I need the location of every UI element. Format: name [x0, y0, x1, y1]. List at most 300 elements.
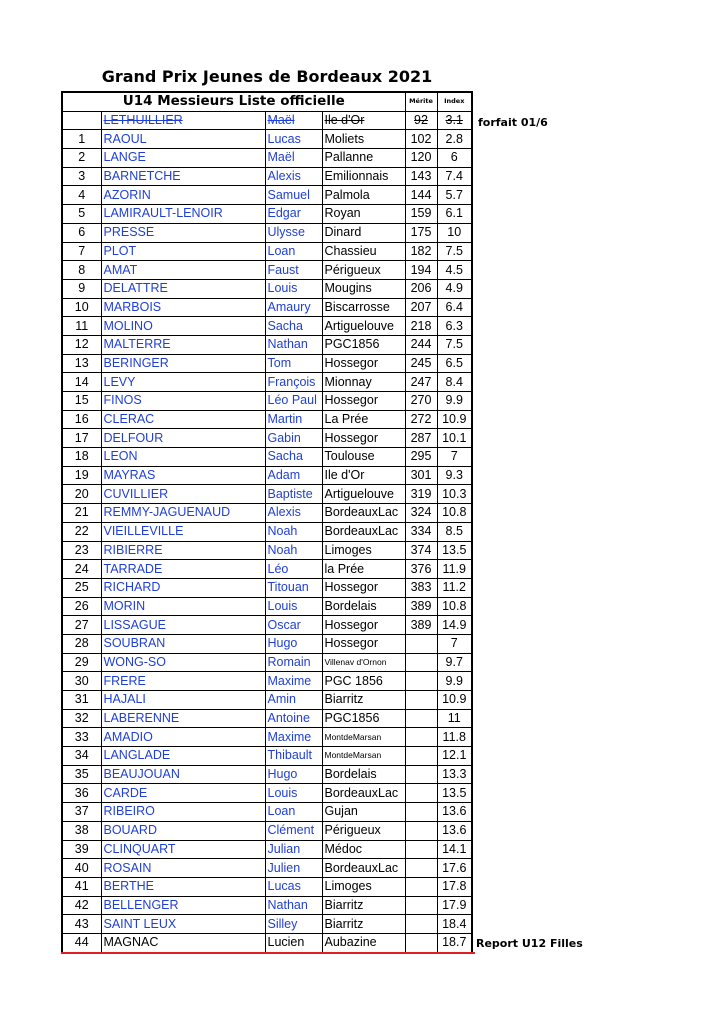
player-merite: 102: [405, 130, 437, 149]
player-club: Toulouse: [322, 448, 405, 467]
player-first-name: Lucas: [265, 877, 322, 896]
player-club: PGC1856: [322, 335, 405, 354]
table-row: [62, 223, 472, 242]
player-index: 18.7: [437, 933, 472, 952]
player-club: Hossegor: [322, 354, 405, 373]
player-merite: 207: [405, 298, 437, 317]
player-rank: 34: [62, 747, 101, 766]
table-row: [62, 130, 472, 149]
player-club: Villenav d'Ornon: [322, 653, 405, 672]
player-first-name: Baptiste: [265, 485, 322, 504]
player-club: Chassieu: [322, 242, 405, 261]
table-row: [62, 410, 472, 429]
player-last-name: LEON: [101, 448, 265, 467]
player-merite: 194: [405, 261, 437, 280]
player-rank: 32: [62, 709, 101, 728]
player-last-name: AZORIN: [101, 186, 265, 205]
player-first-name: Ulysse: [265, 223, 322, 242]
table-row: [62, 709, 472, 728]
table-row: [62, 691, 472, 710]
player-merite: 159: [405, 205, 437, 224]
player-rank: 36: [62, 784, 101, 803]
forfeit-num: [62, 111, 101, 130]
player-index: 6.3: [437, 317, 472, 336]
player-merite: 245: [405, 354, 437, 373]
player-club: Artiguelouve: [322, 317, 405, 336]
player-club: Périgueux: [322, 821, 405, 840]
player-index: 7: [437, 634, 472, 653]
player-club: Dinard: [322, 223, 405, 242]
table-row: [62, 522, 472, 541]
player-rank: 42: [62, 896, 101, 915]
player-rank: 27: [62, 616, 101, 635]
player-rank: 38: [62, 821, 101, 840]
player-index: 12.1: [437, 747, 472, 766]
table-row: [62, 335, 472, 354]
player-index: 13.3: [437, 765, 472, 784]
table-row: [62, 747, 472, 766]
player-first-name: Sacha: [265, 317, 322, 336]
player-rank: 22: [62, 522, 101, 541]
table-row: [62, 205, 472, 224]
player-merite: 218: [405, 317, 437, 336]
merite-header: Mérite: [405, 92, 437, 111]
player-merite: 182: [405, 242, 437, 261]
table-row: [62, 653, 472, 672]
table-row: [62, 803, 472, 822]
player-rank: 44: [62, 933, 101, 952]
forfeit-merite: 92: [405, 111, 437, 130]
player-club: Artiguelouve: [322, 485, 405, 504]
player-merite: 383: [405, 578, 437, 597]
player-first-name: Oscar: [265, 616, 322, 635]
player-merite: 143: [405, 167, 437, 186]
player-index: 17.6: [437, 859, 472, 878]
table-row: [62, 541, 472, 560]
player-rank: 10: [62, 298, 101, 317]
player-rank: 13: [62, 354, 101, 373]
player-club: PGC1856: [322, 709, 405, 728]
player-last-name: MAYRAS: [101, 466, 265, 485]
player-last-name: LANGLADE: [101, 747, 265, 766]
player-club: La Prée: [322, 410, 405, 429]
player-rank: 26: [62, 597, 101, 616]
player-first-name: Hugo: [265, 765, 322, 784]
player-index: 6.1: [437, 205, 472, 224]
player-merite: [405, 784, 437, 803]
player-merite: [405, 933, 437, 952]
player-club: Hossegor: [322, 429, 405, 448]
player-first-name: Nathan: [265, 896, 322, 915]
player-merite: [405, 915, 437, 934]
player-last-name: MOLINO: [101, 317, 265, 336]
player-club: Hossegor: [322, 392, 405, 411]
player-club: Périgueux: [322, 261, 405, 280]
player-merite: 301: [405, 466, 437, 485]
player-first-name: Léo: [265, 560, 322, 579]
player-last-name: CLINQUART: [101, 840, 265, 859]
player-first-name: Gabin: [265, 429, 322, 448]
table-row: [62, 354, 472, 373]
player-first-name: Nathan: [265, 335, 322, 354]
table-row: [62, 728, 472, 747]
table-row: [62, 298, 472, 317]
player-first-name: Lucas: [265, 130, 322, 149]
bottom-red-line: [61, 952, 475, 954]
player-last-name: MAGNAC: [101, 933, 265, 952]
table-row: [62, 933, 472, 952]
player-last-name: AMADIO: [101, 728, 265, 747]
player-last-name: FRERE: [101, 672, 265, 691]
player-last-name: RIBEIRO: [101, 803, 265, 822]
player-first-name: Faust: [265, 261, 322, 280]
player-index: 9.9: [437, 672, 472, 691]
player-last-name: SAINT LEUX: [101, 915, 265, 934]
player-last-name: DELATTRE: [101, 279, 265, 298]
player-first-name: Edgar: [265, 205, 322, 224]
player-last-name: RIBIERRE: [101, 541, 265, 560]
table-row: [62, 186, 472, 205]
player-rank: 24: [62, 560, 101, 579]
player-last-name: LAMIRAULT-LENOIR: [101, 205, 265, 224]
player-last-name: ROSAIN: [101, 859, 265, 878]
player-club: Médoc: [322, 840, 405, 859]
player-index: 10.8: [437, 504, 472, 523]
player-rank: 20: [62, 485, 101, 504]
player-last-name: REMMY-JAGUENAUD: [101, 504, 265, 523]
table-row: [62, 896, 472, 915]
player-last-name: AMAT: [101, 261, 265, 280]
table-row: [62, 466, 472, 485]
player-last-name: HAJALI: [101, 691, 265, 710]
player-club: Moliets: [322, 130, 405, 149]
player-club: Limoges: [322, 877, 405, 896]
player-last-name: MORIN: [101, 597, 265, 616]
player-first-name: Alexis: [265, 167, 322, 186]
player-last-name: RAOUL: [101, 130, 265, 149]
forfeit-club: Ile d'Or: [322, 111, 405, 130]
player-index: 2.8: [437, 130, 472, 149]
player-rank: 4: [62, 186, 101, 205]
player-rank: 40: [62, 859, 101, 878]
player-index: 7: [437, 448, 472, 467]
page-title: Grand Prix Jeunes de Bordeaux 2021: [101, 67, 433, 86]
player-club: Pallanne: [322, 149, 405, 168]
player-first-name: Noah: [265, 541, 322, 560]
player-index: 9.3: [437, 466, 472, 485]
table-row: [62, 616, 472, 635]
player-first-name: Alexis: [265, 504, 322, 523]
player-last-name: DELFOUR: [101, 429, 265, 448]
players-table: [61, 91, 473, 954]
player-index: 14.1: [437, 840, 472, 859]
player-first-name: Loan: [265, 242, 322, 261]
player-last-name: CLERAC: [101, 410, 265, 429]
player-index: 10.8: [437, 597, 472, 616]
player-merite: [405, 765, 437, 784]
player-merite: 247: [405, 373, 437, 392]
player-last-name: BERINGER: [101, 354, 265, 373]
player-rank: 33: [62, 728, 101, 747]
player-index: 10.9: [437, 691, 472, 710]
table-row: [62, 504, 472, 523]
player-first-name: Noah: [265, 522, 322, 541]
table-row: [62, 167, 472, 186]
player-last-name: WONG-SO: [101, 653, 265, 672]
table-row: [62, 485, 472, 504]
player-rank: 7: [62, 242, 101, 261]
player-index: 17.8: [437, 877, 472, 896]
player-rank: 12: [62, 335, 101, 354]
player-index: 11.8: [437, 728, 472, 747]
player-first-name: Adam: [265, 466, 322, 485]
player-last-name: PRESSE: [101, 223, 265, 242]
player-merite: [405, 877, 437, 896]
player-club: Palmola: [322, 186, 405, 205]
player-club: BordeauxLac: [322, 784, 405, 803]
player-last-name: BARNETCHE: [101, 167, 265, 186]
player-first-name: Julien: [265, 859, 322, 878]
player-index: 8.4: [437, 373, 472, 392]
player-index: 6: [437, 149, 472, 168]
player-rank: 8: [62, 261, 101, 280]
forfeit-note: forfait 01/6: [478, 116, 548, 129]
player-index: 10.9: [437, 410, 472, 429]
table-row: [62, 261, 472, 280]
player-club: Biscarrosse: [322, 298, 405, 317]
list-subtitle: U14 Messieurs Liste officielle: [62, 92, 405, 111]
player-merite: 376: [405, 560, 437, 579]
player-index: 14.9: [437, 616, 472, 635]
player-last-name: BERTHE: [101, 877, 265, 896]
player-first-name: Loan: [265, 803, 322, 822]
table-header-row: [62, 92, 472, 111]
player-last-name: MALTERRE: [101, 335, 265, 354]
player-first-name: Louis: [265, 279, 322, 298]
player-merite: 374: [405, 541, 437, 560]
player-index: 11.2: [437, 578, 472, 597]
table-row: [62, 859, 472, 878]
player-club: BordeauxLac: [322, 504, 405, 523]
player-merite: 389: [405, 616, 437, 635]
table-row: [62, 765, 472, 784]
forfeit-prenom: Maël: [265, 111, 322, 130]
player-merite: 206: [405, 279, 437, 298]
player-club: Hossegor: [322, 578, 405, 597]
player-club: MontdeMarsan: [322, 747, 405, 766]
player-club: Biarritz: [322, 896, 405, 915]
player-last-name: CARDE: [101, 784, 265, 803]
player-first-name: Lucien: [265, 933, 322, 952]
player-index: 13.5: [437, 541, 472, 560]
player-merite: 389: [405, 597, 437, 616]
player-last-name: LABERENNE: [101, 709, 265, 728]
player-club: BordeauxLac: [322, 859, 405, 878]
player-first-name: Tom: [265, 354, 322, 373]
player-club: Mougins: [322, 279, 405, 298]
player-club: Biarritz: [322, 691, 405, 710]
player-club: Aubazine: [322, 933, 405, 952]
player-club: MontdeMarsan: [322, 728, 405, 747]
table-row: [62, 279, 472, 298]
player-index: 7.5: [437, 242, 472, 261]
player-merite: [405, 728, 437, 747]
player-merite: [405, 691, 437, 710]
player-rank: 31: [62, 691, 101, 710]
table-row: [62, 560, 472, 579]
player-first-name: Maxime: [265, 672, 322, 691]
player-rank: 21: [62, 504, 101, 523]
player-merite: 334: [405, 522, 437, 541]
table-row: [62, 784, 472, 803]
player-club: Ile d'Or: [322, 466, 405, 485]
table-row: [62, 634, 472, 653]
player-rank: 39: [62, 840, 101, 859]
forfeit-index: 3.1: [437, 111, 472, 130]
player-merite: 324: [405, 504, 437, 523]
player-first-name: Julian: [265, 840, 322, 859]
player-first-name: Titouan: [265, 578, 322, 597]
player-club: Royan: [322, 205, 405, 224]
player-index: 9.7: [437, 653, 472, 672]
player-last-name: PLOT: [101, 242, 265, 261]
table-row: [62, 392, 472, 411]
table-row: [62, 877, 472, 896]
player-index: 4.9: [437, 279, 472, 298]
player-club: PGC 1856: [322, 672, 405, 691]
table-row: [62, 597, 472, 616]
player-index: 13.6: [437, 821, 472, 840]
player-rank: 18: [62, 448, 101, 467]
player-last-name: LISSAGUE: [101, 616, 265, 635]
player-last-name: LEVY: [101, 373, 265, 392]
player-rank: 19: [62, 466, 101, 485]
player-rank: 23: [62, 541, 101, 560]
player-last-name: BOUARD: [101, 821, 265, 840]
player-rank: 3: [62, 167, 101, 186]
table-row: [62, 578, 472, 597]
player-rank: 16: [62, 410, 101, 429]
player-first-name: Romain: [265, 653, 322, 672]
player-last-name: FINOS: [101, 392, 265, 411]
table-row: [62, 672, 472, 691]
player-rank: 2: [62, 149, 101, 168]
player-first-name: Sacha: [265, 448, 322, 467]
player-club: Mionnay: [322, 373, 405, 392]
table-row: [62, 429, 472, 448]
player-first-name: Louis: [265, 784, 322, 803]
player-first-name: Louis: [265, 597, 322, 616]
player-merite: [405, 821, 437, 840]
player-rank: 1: [62, 130, 101, 149]
player-club: Gujan: [322, 803, 405, 822]
forfeit-nom: LETHUILLIER: [101, 111, 265, 130]
player-merite: [405, 672, 437, 691]
player-rank: 25: [62, 578, 101, 597]
player-club: Emilionnais: [322, 167, 405, 186]
player-club: BordeauxLac: [322, 522, 405, 541]
player-index: 13.6: [437, 803, 472, 822]
player-first-name: Maël: [265, 149, 322, 168]
player-first-name: Samuel: [265, 186, 322, 205]
player-merite: [405, 803, 437, 822]
player-index: 10.3: [437, 485, 472, 504]
player-merite: 287: [405, 429, 437, 448]
player-index: 10.1: [437, 429, 472, 448]
player-rank: 14: [62, 373, 101, 392]
player-club: la Prée: [322, 560, 405, 579]
player-merite: [405, 653, 437, 672]
player-club: Hossegor: [322, 616, 405, 635]
player-rank: 11: [62, 317, 101, 336]
player-first-name: Thibault: [265, 747, 322, 766]
player-merite: [405, 859, 437, 878]
player-first-name: Silley: [265, 915, 322, 934]
player-rank: 35: [62, 765, 101, 784]
player-last-name: MARBOIS: [101, 298, 265, 317]
table-row: [62, 840, 472, 859]
player-club: Bordelais: [322, 765, 405, 784]
player-index: 11.9: [437, 560, 472, 579]
player-club: Hossegor: [322, 634, 405, 653]
player-index: 6.4: [437, 298, 472, 317]
player-last-name: RICHARD: [101, 578, 265, 597]
player-club: Bordelais: [322, 597, 405, 616]
player-last-name: LANGE: [101, 149, 265, 168]
player-rank: 5: [62, 205, 101, 224]
player-rank: 29: [62, 653, 101, 672]
player-merite: 272: [405, 410, 437, 429]
table-row: [62, 915, 472, 934]
player-index: 6.5: [437, 354, 472, 373]
player-index: 9.9: [437, 392, 472, 411]
player-last-name: SOUBRAN: [101, 634, 265, 653]
player-rank: 15: [62, 392, 101, 411]
player-rank: 43: [62, 915, 101, 934]
player-rank: 9: [62, 279, 101, 298]
player-merite: 319: [405, 485, 437, 504]
player-last-name: BELLENGER: [101, 896, 265, 915]
player-merite: 244: [405, 335, 437, 354]
player-first-name: Amin: [265, 691, 322, 710]
player-first-name: Clément: [265, 821, 322, 840]
player-rank: 41: [62, 877, 101, 896]
player-merite: 270: [405, 392, 437, 411]
player-index: 7.4: [437, 167, 472, 186]
table-row: [62, 373, 472, 392]
player-last-name: TARRADE: [101, 560, 265, 579]
player-last-name: VIEILLEVILLE: [101, 522, 265, 541]
player-index: 8.5: [437, 522, 472, 541]
table-row: [62, 317, 472, 336]
player-club: Biarritz: [322, 915, 405, 934]
table-row: [62, 821, 472, 840]
player-rank: 6: [62, 223, 101, 242]
player-last-name: BEAUJOUAN: [101, 765, 265, 784]
player-index: 11: [437, 709, 472, 728]
player-merite: [405, 634, 437, 653]
player-rank: 17: [62, 429, 101, 448]
player-rank: 30: [62, 672, 101, 691]
player-merite: [405, 747, 437, 766]
player-index: 17.9: [437, 896, 472, 915]
player-merite: 175: [405, 223, 437, 242]
table-row: [62, 448, 472, 467]
player-merite: 120: [405, 149, 437, 168]
player-first-name: Antoine: [265, 709, 322, 728]
player-first-name: Amaury: [265, 298, 322, 317]
player-index: 10: [437, 223, 472, 242]
